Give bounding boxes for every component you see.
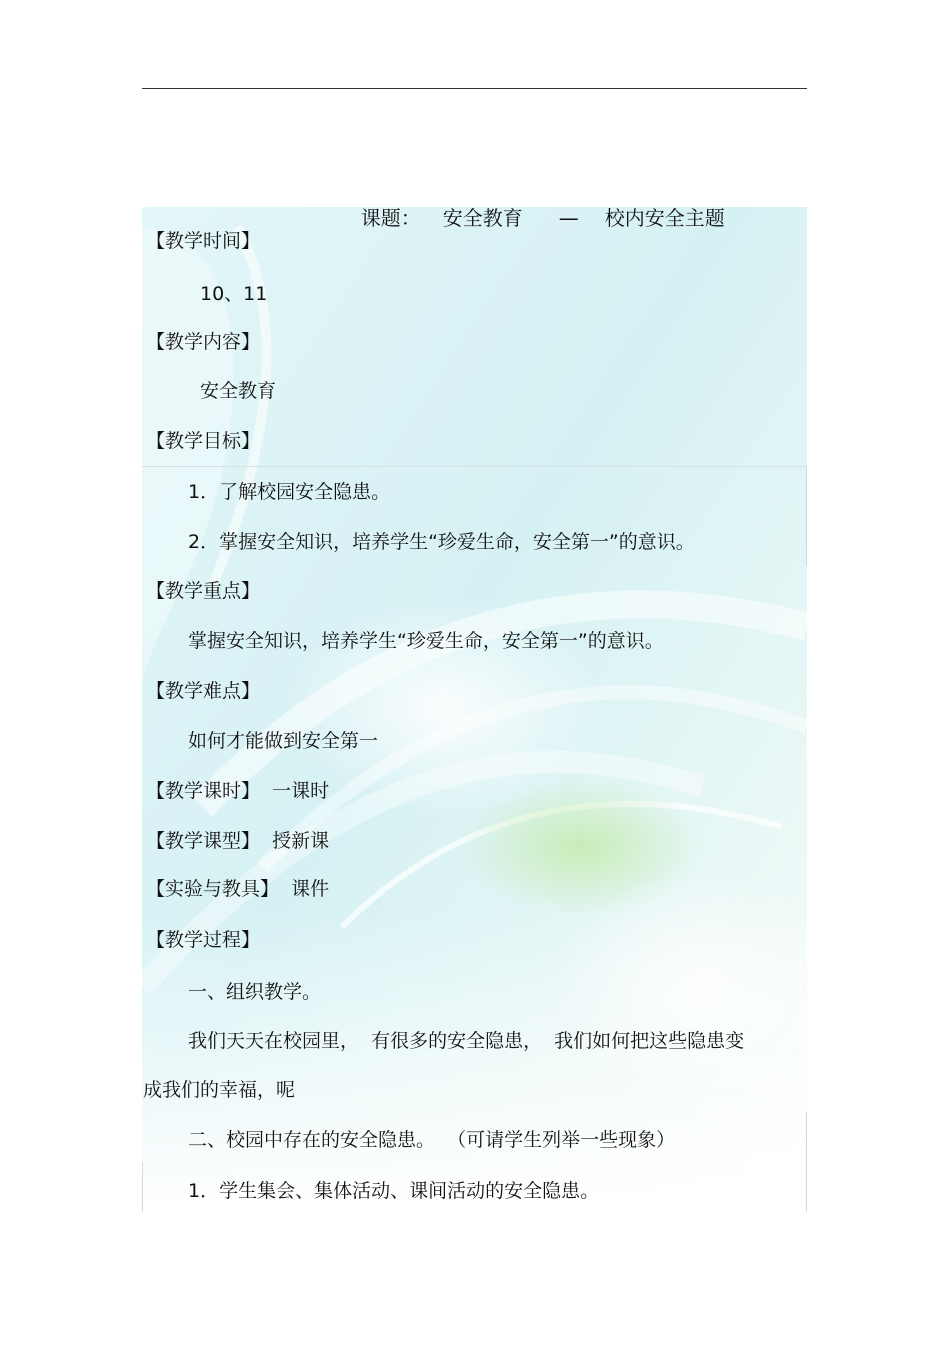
key-points-value: 掌握安全知识，培养学生“珍爱生命，安全第一”的意识。	[188, 630, 664, 652]
section-heading-process: 【教学过程】	[146, 929, 261, 951]
time-value: 10、11	[200, 283, 268, 305]
frame-left-line-lower	[142, 1162, 143, 1212]
section-class-type: 【教学课型】 授新课	[146, 830, 330, 852]
lesson-title	[348, 182, 725, 230]
content-value: 安全教育	[200, 380, 277, 402]
title-prefix: 课题：	[360, 206, 421, 230]
section-heading-time: 【教学时间】	[146, 230, 261, 252]
section-heading-key-points: 【教学重点】	[146, 580, 261, 602]
difficulties-value: 如何才能做到安全第一	[188, 730, 379, 752]
section-heading-difficulties: 【教学难点】	[146, 680, 261, 702]
section-heading-content: 【教学内容】	[146, 331, 261, 353]
process-paragraph-line-2: 成我们的幸福，呢	[143, 1079, 296, 1101]
header-rule	[142, 88, 807, 89]
process-step-2: 二、校园中存在的安全隐患。 （可请学生列举一些现象）	[188, 1129, 676, 1151]
goal-item-1: 1．了解校园安全隐患。	[188, 481, 391, 503]
frame-right-line-lower	[806, 1112, 807, 1212]
goal-item-2: 2．掌握安全知识，培养学生“珍爱生命，安全第一”的意识。	[188, 531, 695, 553]
frame-right-line	[806, 466, 807, 566]
title-subtopic: 校内安全主题	[604, 206, 725, 230]
process-step-2-item-1: 1．学生集会、集体活动、课间活动的安全隐患。	[188, 1180, 600, 1202]
frame-top-line	[142, 466, 807, 467]
process-paragraph-line-1: 我们天天在校园里， 有很多的安全隐患， 我们如何把这些隐患变	[188, 1030, 745, 1052]
title-topic: 安全教育	[442, 206, 523, 230]
title-dash: —	[558, 206, 579, 230]
background-watercolor-image	[142, 207, 807, 1212]
section-teaching-aids: 【实验与教具】 课件	[146, 878, 330, 900]
process-step-1: 一、组织教学。	[188, 981, 322, 1003]
section-heading-goals: 【教学目标】	[146, 430, 261, 452]
section-class-hours: 【教学课时】 一课时	[146, 780, 330, 802]
